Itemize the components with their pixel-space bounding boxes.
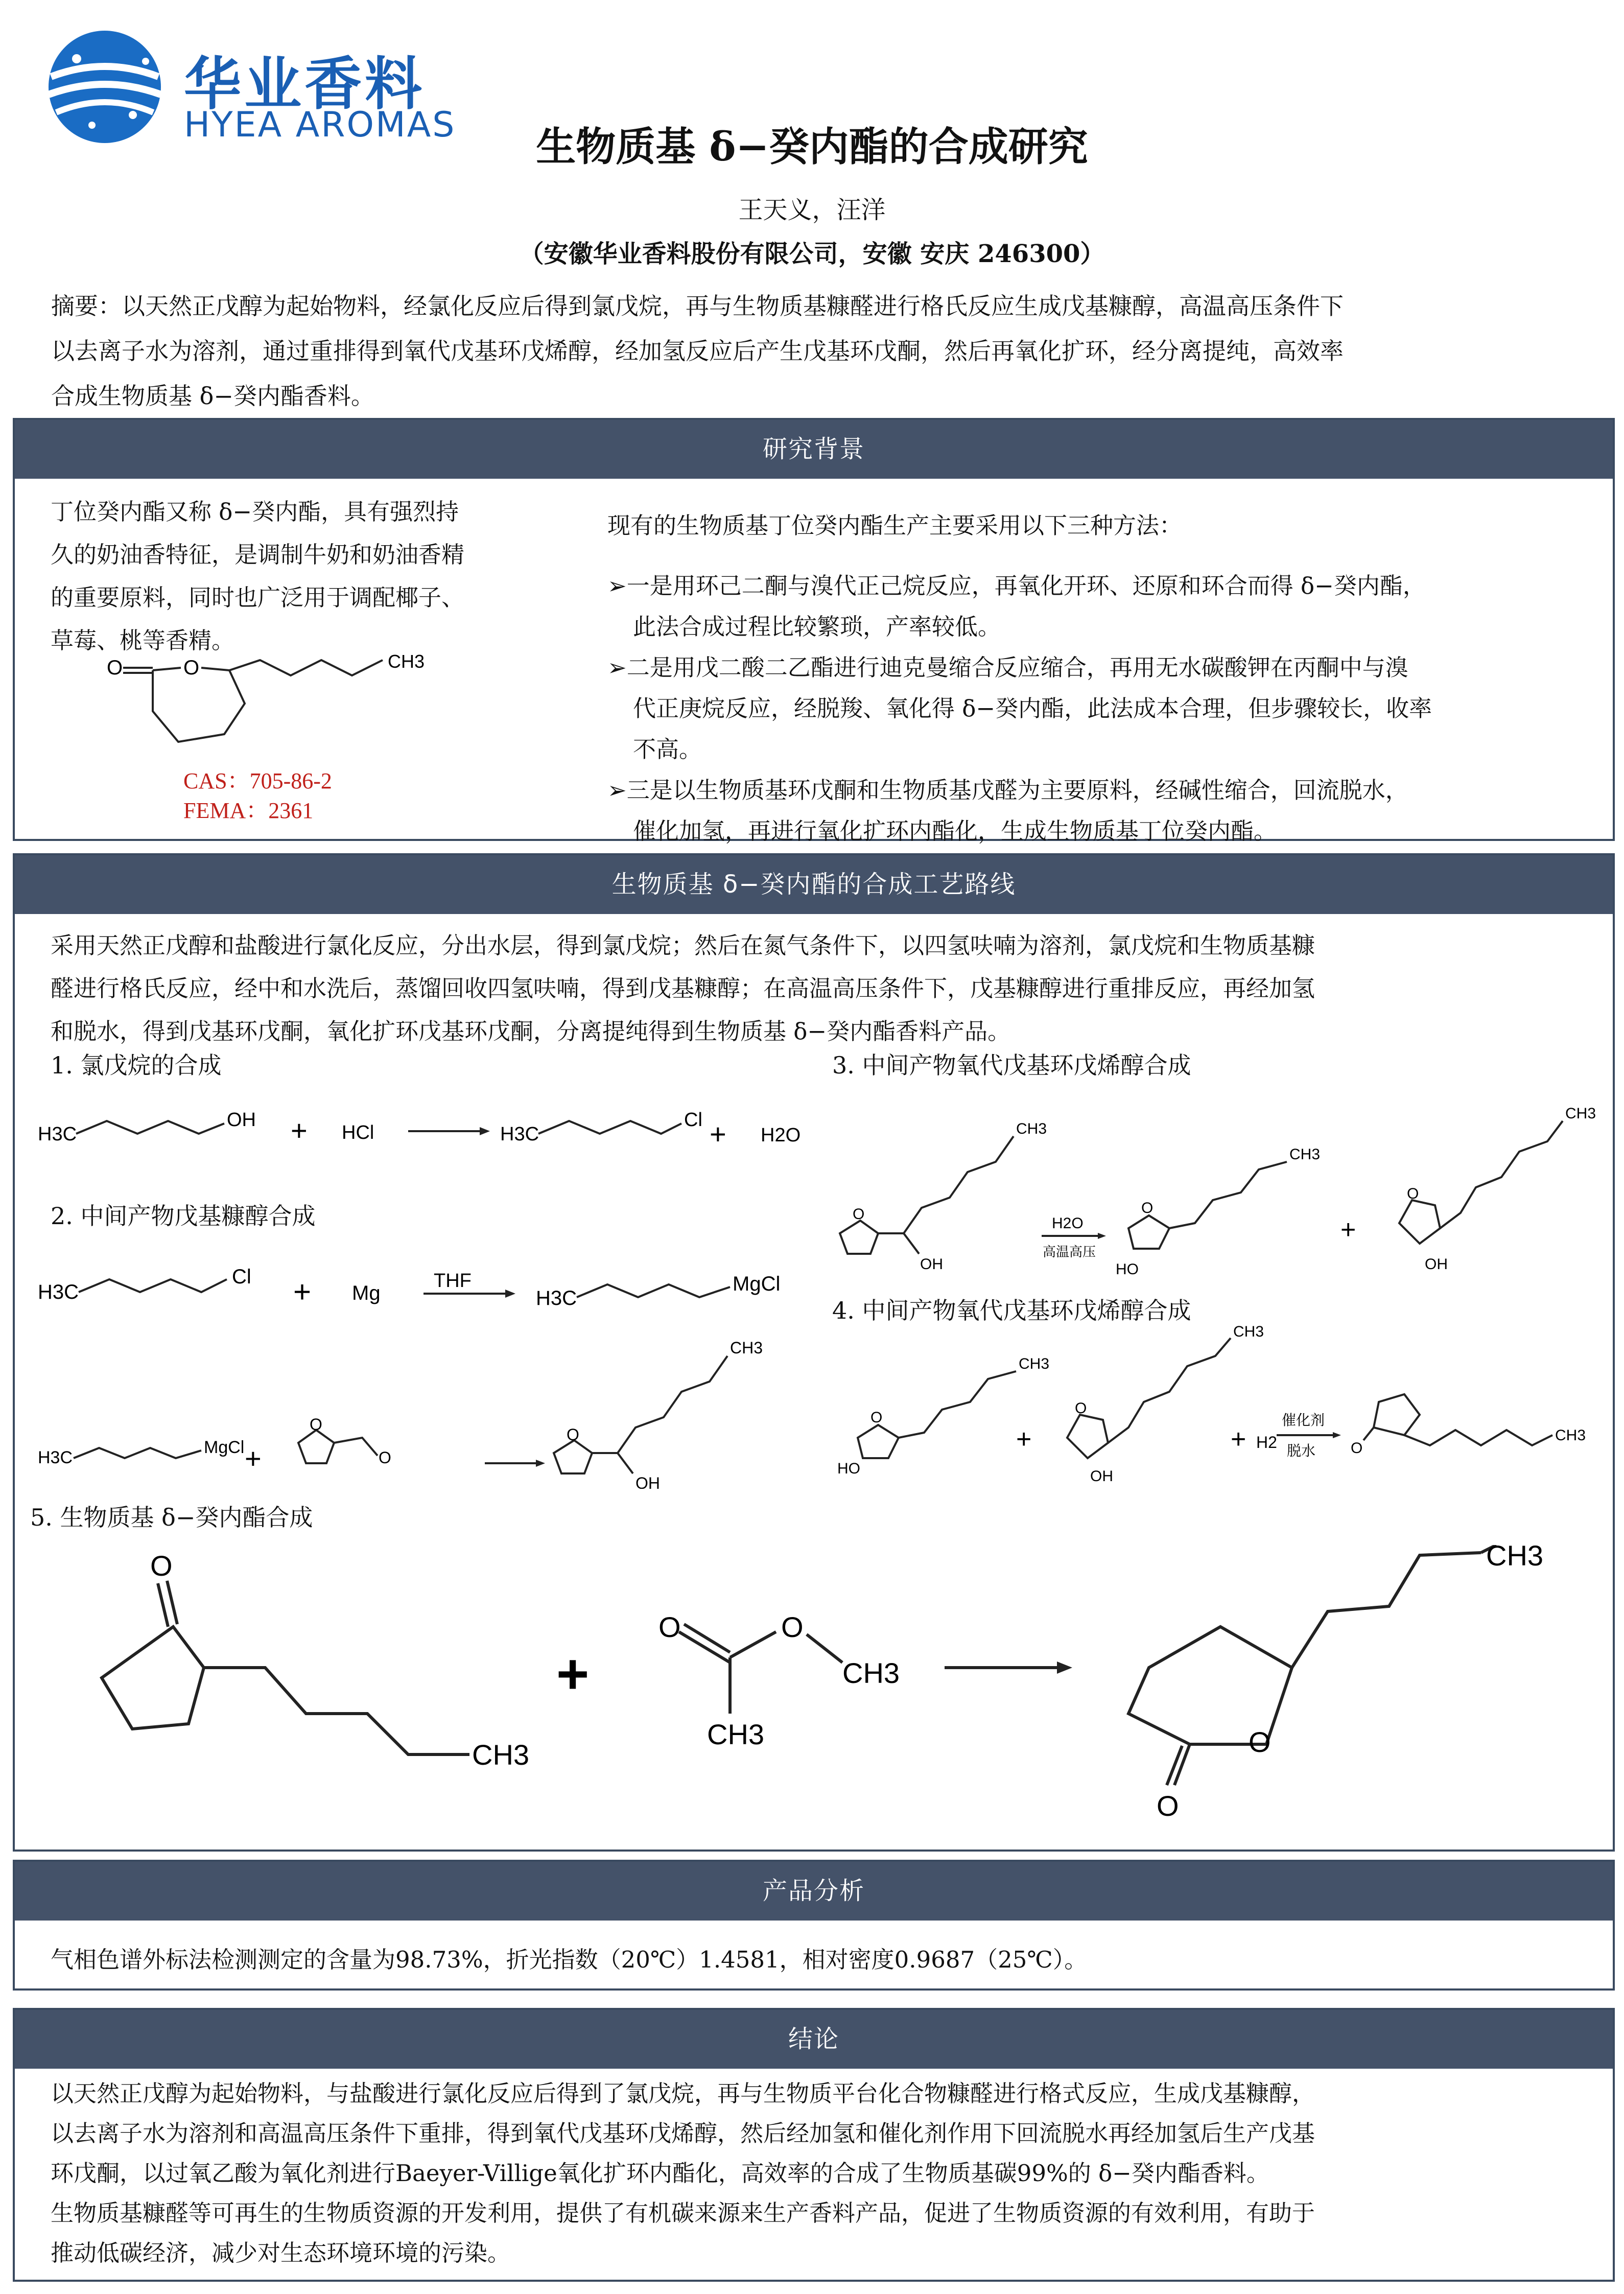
route-heading: 生物质基 δ−癸内酯的合成工艺路线 bbox=[15, 855, 1613, 914]
svg-text:OH: OH bbox=[636, 1474, 660, 1489]
svg-text:O: O bbox=[1249, 1726, 1271, 1758]
svg-text:+: + bbox=[710, 1118, 726, 1150]
svg-text:O: O bbox=[658, 1611, 681, 1643]
authors: 王天义，汪洋 bbox=[738, 196, 886, 224]
method-item-3: ➢三是以生物质基环戊酮和生物质基戊醛为主要原料，经碱性缩合，回流脱水， 催化加氢，再进行氧化扩环内酯化，生成生物质基丁位癸内酯。 bbox=[607, 777, 1408, 845]
svg-text:CH3: CH3 bbox=[730, 1339, 763, 1357]
svg-text:Cl: Cl bbox=[232, 1266, 251, 1288]
svg-text:Cl: Cl bbox=[684, 1109, 702, 1131]
svg-text:CH3: CH3 bbox=[707, 1718, 765, 1750]
svg-text:催化剂: 催化剂 bbox=[1282, 1412, 1325, 1428]
svg-text:H2O: H2O bbox=[761, 1125, 801, 1146]
step-1-title: 1. 氯戊烷的合成 bbox=[51, 1051, 222, 1079]
step-2-title: 2. 中间产物戊基糠醇合成 bbox=[51, 1202, 316, 1230]
intro-line: 的重要原料，同时也广泛用于调配椰子、 bbox=[51, 584, 465, 611]
abstract-line: 以去离子水为溶剂，通过重排得到氧代戊基环戊烯醇，经加氢反应后产生戊基环戊酮，然后再氧化扩环，经分离提纯，高效率 bbox=[51, 337, 1344, 365]
svg-text:CH3: CH3 bbox=[1016, 1120, 1047, 1137]
analysis-heading: 产品分析 bbox=[15, 1862, 1613, 1921]
route-intro: 采用天然正戊醇和盐酸进行氯化反应，分出水层，得到氯戊烷；然后在氮气条件下，以四氢呋喃为溶剂，氯戊烷和生物质基糠 醛进行格氏反应，经中和水洗后，蒸馏回收四氢呋喃，得到戊基糠醇；在高温高压条件下，戊基糠醇进行重排反应，再经加氢 和脱水，得到戊基环戊酮，氧化扩环戊基环戊酮，分离提纯得到生物质基 δ−癸内酯香料产品。 bbox=[51, 932, 1315, 1045]
svg-text:O: O bbox=[1407, 1185, 1419, 1202]
svg-text:Mg: Mg bbox=[352, 1282, 381, 1304]
svg-text:H3C: H3C bbox=[500, 1123, 539, 1145]
decalactone-structure bbox=[91, 645, 510, 778]
analysis-section bbox=[13, 1860, 1615, 1991]
svg-text:OH: OH bbox=[920, 1256, 943, 1273]
ch3-label: CH3 bbox=[388, 651, 425, 672]
conclusion-text: 以天然正戊醇为起始物料，与盐酸进行氯化反应后得到了氯戊烷，再与生物质平台化合物糠醛进行格式反应，生成戊基糠醇， 以去离子水为溶剂和高温高压条件下重排，得到氧代戊基环戊烯醇，然后经加氢和催化剂作用下回流脱水再经加氢后生产戊基 环戊酮，以过氧乙酸为氧化剂进行Baeyer-Villige氧化扩环内酯化，高效率的合成了生物质基碳99%的 δ−癸内酯香料。 生物质基糠醛等可再生的生物质资源的开发利用，提供了有机碳来源来生产香料产品，促进了生物质资源的有效利用，有助于 推动低碳经济，减少对生态环境环境的污染。 bbox=[51, 2080, 1315, 2266]
carbonyl-o-label: O bbox=[107, 657, 123, 679]
step-1-scheme bbox=[35, 1095, 812, 1167]
method-item-2: ➢二是用戊二酸二乙酯进行迪克曼缩合反应缩合，再用无水碳酸钾在丙酮中与溴 代正庚烷反应，经脱羧、氧化得 δ−癸内酯，此法成本合理，但步骤较长，收率 不高。 bbox=[607, 654, 1432, 763]
svg-text:CH3: CH3 bbox=[842, 1657, 900, 1689]
logo-chinese-name: 华业香料 bbox=[184, 51, 425, 118]
svg-text:HO: HO bbox=[1116, 1261, 1139, 1278]
svg-text:CH3: CH3 bbox=[472, 1739, 530, 1771]
svg-text:CH3: CH3 bbox=[1233, 1325, 1264, 1340]
step-4-scheme bbox=[832, 1325, 1609, 1489]
background-intro bbox=[51, 490, 572, 662]
svg-text:HCl: HCl bbox=[342, 1122, 374, 1143]
step-5-title: 5. 生物质基 δ−癸内酯合成 bbox=[30, 1504, 313, 1531]
svg-text:+: + bbox=[291, 1114, 308, 1146]
svg-text:O: O bbox=[781, 1611, 804, 1643]
svg-text:O: O bbox=[1075, 1400, 1087, 1417]
abstract-line: 合成生物质基 δ−癸内酯香料。 bbox=[51, 382, 374, 410]
methods-title: 现有的生物质基丁位癸内酯生产主要采用以下三种方法： bbox=[607, 512, 1183, 539]
svg-text:+: + bbox=[245, 1442, 262, 1474]
step-2-scheme bbox=[35, 1254, 822, 1489]
svg-text:H2O: H2O bbox=[1052, 1215, 1084, 1232]
svg-text:CH3: CH3 bbox=[1555, 1427, 1586, 1444]
svg-text:高温高压: 高温高压 bbox=[1043, 1244, 1096, 1259]
step-5-scheme bbox=[66, 1545, 1588, 1836]
svg-text:O: O bbox=[853, 1206, 865, 1223]
paper-title: 生物质基 δ−癸内酯的合成研究 bbox=[536, 124, 1088, 170]
affiliation: （安徽华业香料股份有限公司，安徽 安庆 246300） bbox=[519, 240, 1105, 268]
ring-o-label: O bbox=[183, 657, 200, 679]
intro-line: 丁位癸内酯又称 δ−癸内酯，具有强烈持 bbox=[51, 498, 459, 525]
bullet-arrow-icon: ➢ bbox=[607, 777, 627, 804]
conclusion-heading: 结论 bbox=[15, 2010, 1613, 2069]
svg-text:+: + bbox=[1340, 1215, 1356, 1245]
route-section bbox=[13, 853, 1615, 1852]
svg-text:MgCl: MgCl bbox=[733, 1273, 781, 1295]
svg-text:H3C: H3C bbox=[38, 1281, 79, 1303]
background-section bbox=[13, 418, 1615, 845]
fema-number: FEMA：2361 bbox=[183, 798, 314, 823]
step-4-title: 4. 中间产物氧代戊基环戊烯醇合成 bbox=[832, 1297, 1191, 1324]
step-3-title: 3. 中间产物氧代戊基环戊烯醇合成 bbox=[832, 1051, 1191, 1079]
analysis-text: 气相色谱外标法检测测定的含量为98.73%，折光指数（20℃）1.4581，相对密度0.9687（25℃）。 bbox=[51, 1946, 1088, 1973]
intro-line: 久的奶油香特征，是调制牛奶和奶油香精 bbox=[51, 541, 465, 568]
svg-text:CH3: CH3 bbox=[1486, 1545, 1544, 1572]
svg-text:CH3: CH3 bbox=[1019, 1355, 1050, 1372]
step-3-scheme bbox=[832, 1085, 1609, 1279]
svg-text:H3C: H3C bbox=[38, 1123, 77, 1145]
svg-text:O: O bbox=[1141, 1200, 1154, 1216]
svg-text:+: + bbox=[293, 1275, 312, 1309]
svg-text:O: O bbox=[870, 1409, 883, 1426]
svg-text:MgCl: MgCl bbox=[204, 1438, 245, 1457]
svg-text:CH3: CH3 bbox=[1289, 1146, 1321, 1163]
svg-text:O: O bbox=[310, 1415, 322, 1434]
abstract-line: 摘要：以天然正戊醇为起始物料，经氯化反应后得到氯戊烷，再与生物质基糠醛进行格氏反应生成戊基糠醇，高温高压条件下 bbox=[51, 292, 1344, 320]
svg-text:HO: HO bbox=[837, 1460, 860, 1477]
svg-text:H3C: H3C bbox=[536, 1287, 577, 1309]
svg-text:OH: OH bbox=[227, 1109, 256, 1131]
svg-text:O: O bbox=[1351, 1440, 1363, 1457]
method-item-1: ➢一是用环己二酮与溴代正己烷反应，再氧化开环、还原和环合而得 δ−癸内酯， 此法合成过程比较繁琐，产率较低。 bbox=[607, 572, 1426, 640]
svg-text:OH: OH bbox=[1425, 1256, 1448, 1273]
svg-text:O: O bbox=[150, 1550, 173, 1582]
methods-list bbox=[607, 566, 1604, 852]
svg-text:THF: THF bbox=[434, 1270, 472, 1292]
svg-text:H2: H2 bbox=[1256, 1433, 1277, 1452]
svg-text:CH3: CH3 bbox=[1565, 1105, 1596, 1122]
bullet-arrow-icon: ➢ bbox=[607, 572, 627, 599]
svg-text:H3C: H3C bbox=[38, 1448, 73, 1467]
svg-text:+: + bbox=[556, 1643, 590, 1705]
bullet-arrow-icon: ➢ bbox=[607, 654, 627, 681]
intro-line: 草莓、桃等香精。 bbox=[51, 627, 235, 654]
cas-number: CAS：705-86-2 bbox=[183, 768, 332, 793]
background-heading: 研究背景 bbox=[15, 420, 1613, 479]
svg-text:O: O bbox=[1157, 1790, 1179, 1822]
svg-text:+: + bbox=[1016, 1424, 1032, 1454]
logo-english-name: HYEA AROMAS bbox=[184, 105, 456, 145]
svg-text:脱水: 脱水 bbox=[1287, 1443, 1316, 1459]
conclusion-section bbox=[13, 2008, 1615, 2282]
svg-text:+: + bbox=[1231, 1424, 1246, 1454]
svg-text:O: O bbox=[379, 1448, 391, 1467]
abstract bbox=[51, 284, 1573, 418]
svg-text:OH: OH bbox=[1090, 1468, 1113, 1485]
svg-text:O: O bbox=[567, 1425, 579, 1444]
